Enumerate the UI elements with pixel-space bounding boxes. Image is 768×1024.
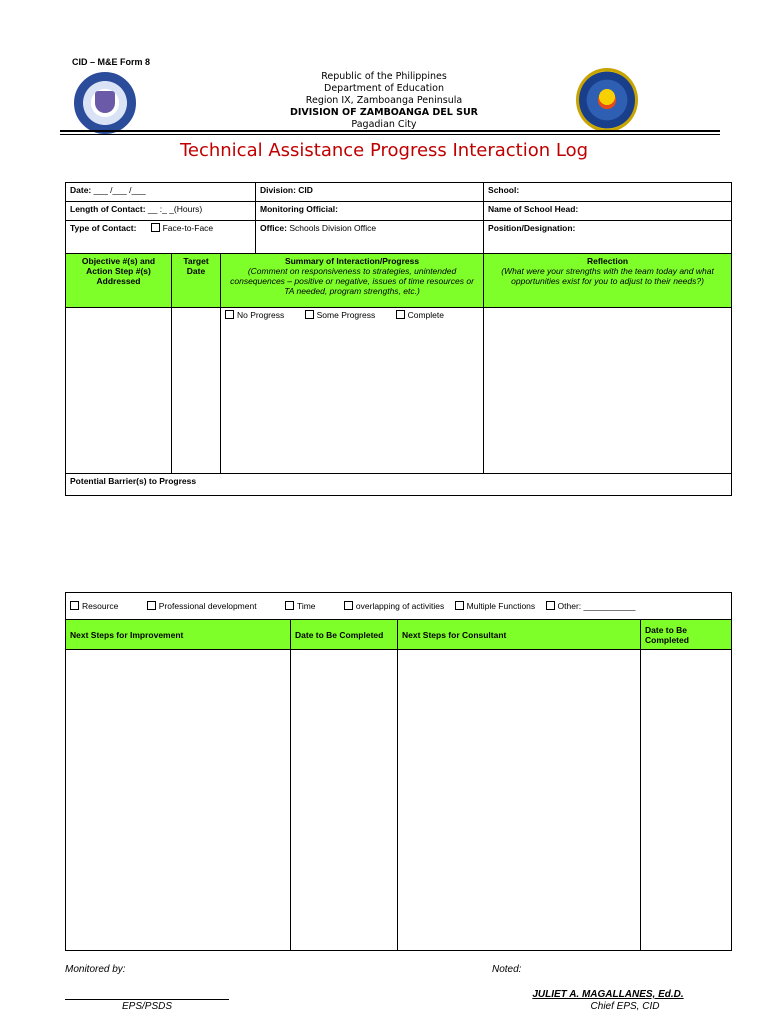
letterhead-line: Department of Education	[324, 83, 444, 94]
interaction-log-table	[65, 182, 732, 496]
checkbox[interactable]	[455, 601, 464, 610]
position-field[interactable]: Position/Designation:	[484, 221, 732, 254]
signature-line	[65, 999, 229, 1000]
noted-name: JULIET A. MAGALLANES, Ed.D.	[532, 989, 684, 1000]
checkbox[interactable]	[344, 601, 353, 610]
deped-seal-logo	[74, 72, 136, 134]
progress-option: Complete	[407, 310, 444, 320]
summary-cell[interactable]	[221, 308, 484, 474]
division-seal-logo	[576, 68, 638, 132]
target-date-header: Target Date	[172, 254, 221, 308]
objective-header: Objective #(s) and Action Step #(s) Addressed	[66, 254, 172, 308]
type-of-contact-field[interactable]: Type of Contact: Face-to-Face	[66, 221, 256, 254]
city-name: Pagadian City	[351, 119, 417, 130]
checkbox[interactable]	[396, 310, 405, 319]
progress-option: Some Progress	[316, 310, 376, 320]
barrier-options: Resource Professional development Time overlapping of activities Multiple Functions Other: ___________	[66, 593, 732, 620]
checkbox[interactable]	[546, 601, 555, 610]
letterhead	[250, 71, 518, 131]
reflection-header: Reflection (What were your strengths with the team today and what opportunities exist for you to adjust to their needs?)	[484, 254, 732, 308]
letterhead-line: Region IX, Zamboanga Peninsula	[305, 95, 463, 106]
barriers-label: Potential Barrier(s) to Progress	[66, 474, 732, 496]
consultant-cell[interactable]	[398, 650, 641, 951]
checkbox[interactable]	[147, 601, 156, 610]
checkbox[interactable]	[285, 601, 294, 610]
form-code: CID – M&E Form 8	[72, 57, 151, 67]
date-completed-header-2: Date to Be Completed	[641, 620, 732, 650]
length-of-contact-field[interactable]: Length of Contact: __ :_ _(Hours)	[66, 202, 256, 221]
improvement-cell[interactable]	[66, 650, 291, 951]
monitored-role: EPS/PSDS	[121, 1001, 173, 1012]
date-cell-2[interactable]	[641, 650, 732, 951]
noted-label: Noted:	[492, 964, 522, 975]
page-title: Technical Assistance Progress Interaction Log	[179, 140, 589, 161]
school-field[interactable]: School:	[484, 183, 732, 202]
office-field[interactable]: Office: Schools Division Office	[256, 221, 484, 254]
division-name: DIVISION OF ZAMBOANGA DEL SUR	[289, 107, 478, 118]
monitored-by-label: Monitored by:	[65, 964, 126, 975]
summary-header: Summary of Interaction/Progress (Comment on responsiveness to strategies, unintended consequences – positive or negative, issues of time resources or TA needed, program strengths, etc.)	[221, 254, 484, 308]
next-steps-improvement-header: Next Steps for Improvement	[66, 620, 291, 650]
letterhead-line: Republic of the Philippines	[321, 71, 447, 82]
division-field[interactable]: Division: CID	[256, 183, 484, 202]
header-divider	[60, 130, 720, 132]
school-head-field[interactable]: Name of School Head:	[484, 202, 732, 221]
checkbox[interactable]	[225, 310, 234, 319]
reflection-cell[interactable]	[484, 308, 732, 474]
date-cell[interactable]	[291, 650, 398, 951]
date-field[interactable]: Date: ___ /___ /___	[66, 183, 256, 202]
checkbox[interactable]	[305, 310, 314, 319]
next-steps-consultant-header: Next Steps for Consultant	[398, 620, 641, 650]
next-steps-table	[65, 592, 732, 951]
header-divider-thin	[60, 134, 720, 135]
target-date-cell[interactable]	[172, 308, 221, 474]
checkbox[interactable]	[70, 601, 79, 610]
objective-cell[interactable]	[66, 308, 172, 474]
checkbox[interactable]	[151, 223, 160, 232]
date-completed-header: Date to Be Completed	[291, 620, 398, 650]
progress-option: No Progress	[237, 310, 285, 320]
noted-role: Chief EPS, CID	[590, 1001, 660, 1012]
monitoring-official-field[interactable]: Monitoring Official:	[256, 202, 484, 221]
